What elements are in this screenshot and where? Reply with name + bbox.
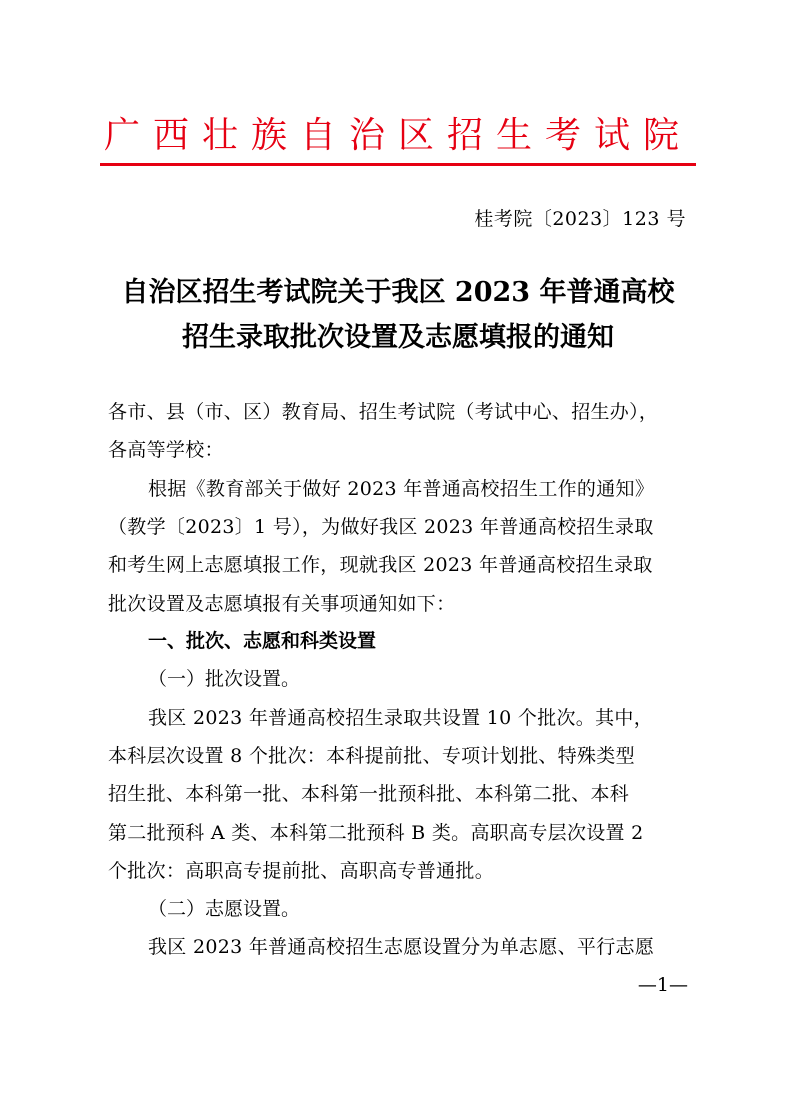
subsection-heading-2: （二）志愿设置。 <box>148 898 301 920</box>
page-number: —1— <box>637 974 688 996</box>
subsection-1-text-line: 我区 2023 年普通高校招生录取共设置 10 个批次。其中， <box>148 707 653 729</box>
subsection-1-text-line: 个批次：高职高专提前批、高职高专普通批。 <box>108 860 495 882</box>
subsection-1-text-line: 本科层次设置 8 个批次：本科提前批、专项计划批、特殊类型 <box>108 745 635 767</box>
letterhead-red-rule <box>100 163 696 166</box>
document-number: 桂考院〔2023〕123 号 <box>474 208 686 230</box>
intro-paragraph-line: 和考生网上志愿填报工作，现就我区 2023 年普通高校招生录取 <box>108 554 653 576</box>
intro-paragraph-line: 根据《教育部关于做好 2023 年普通高校招生工作的通知》 <box>148 478 655 500</box>
intro-paragraph-line: （教学〔2023〕1 号），为做好我区 2023 年普通高校招生录取 <box>108 516 654 538</box>
section-heading-1: 一、批次、志愿和科类设置 <box>148 630 377 652</box>
organization-letterhead: 广西壮族自治区招生考试院 <box>103 115 692 156</box>
document-title-line-2: 招生录取批次设置及志愿填报的通知 <box>182 322 614 353</box>
subsection-2-text-line: 我区 2023 年普通高校招生志愿设置分为单志愿、平行志愿 <box>148 936 655 958</box>
subsection-heading-1: （一）批次设置。 <box>148 668 301 690</box>
subsection-1-text-line: 第二批预科 A 类、本科第二批预科 B 类。高职高专层次设置 2 <box>108 822 644 844</box>
subsection-1-text-line: 招生批、本科第一批、本科第一批预科批、本科第二批、本科 <box>108 783 630 805</box>
intro-paragraph-line: 批次设置及志愿填报有关事项通知如下： <box>108 593 456 615</box>
salutation-line-1: 各市、县（市、区）教育局、招生考试院（考试中心、招生办）， <box>108 401 659 423</box>
document-title-line-1: 自治区招生考试院关于我区 2023 年普通高校 <box>121 277 675 308</box>
salutation-line-2: 各高等学校： <box>108 439 224 461</box>
document-title <box>90 270 706 360</box>
